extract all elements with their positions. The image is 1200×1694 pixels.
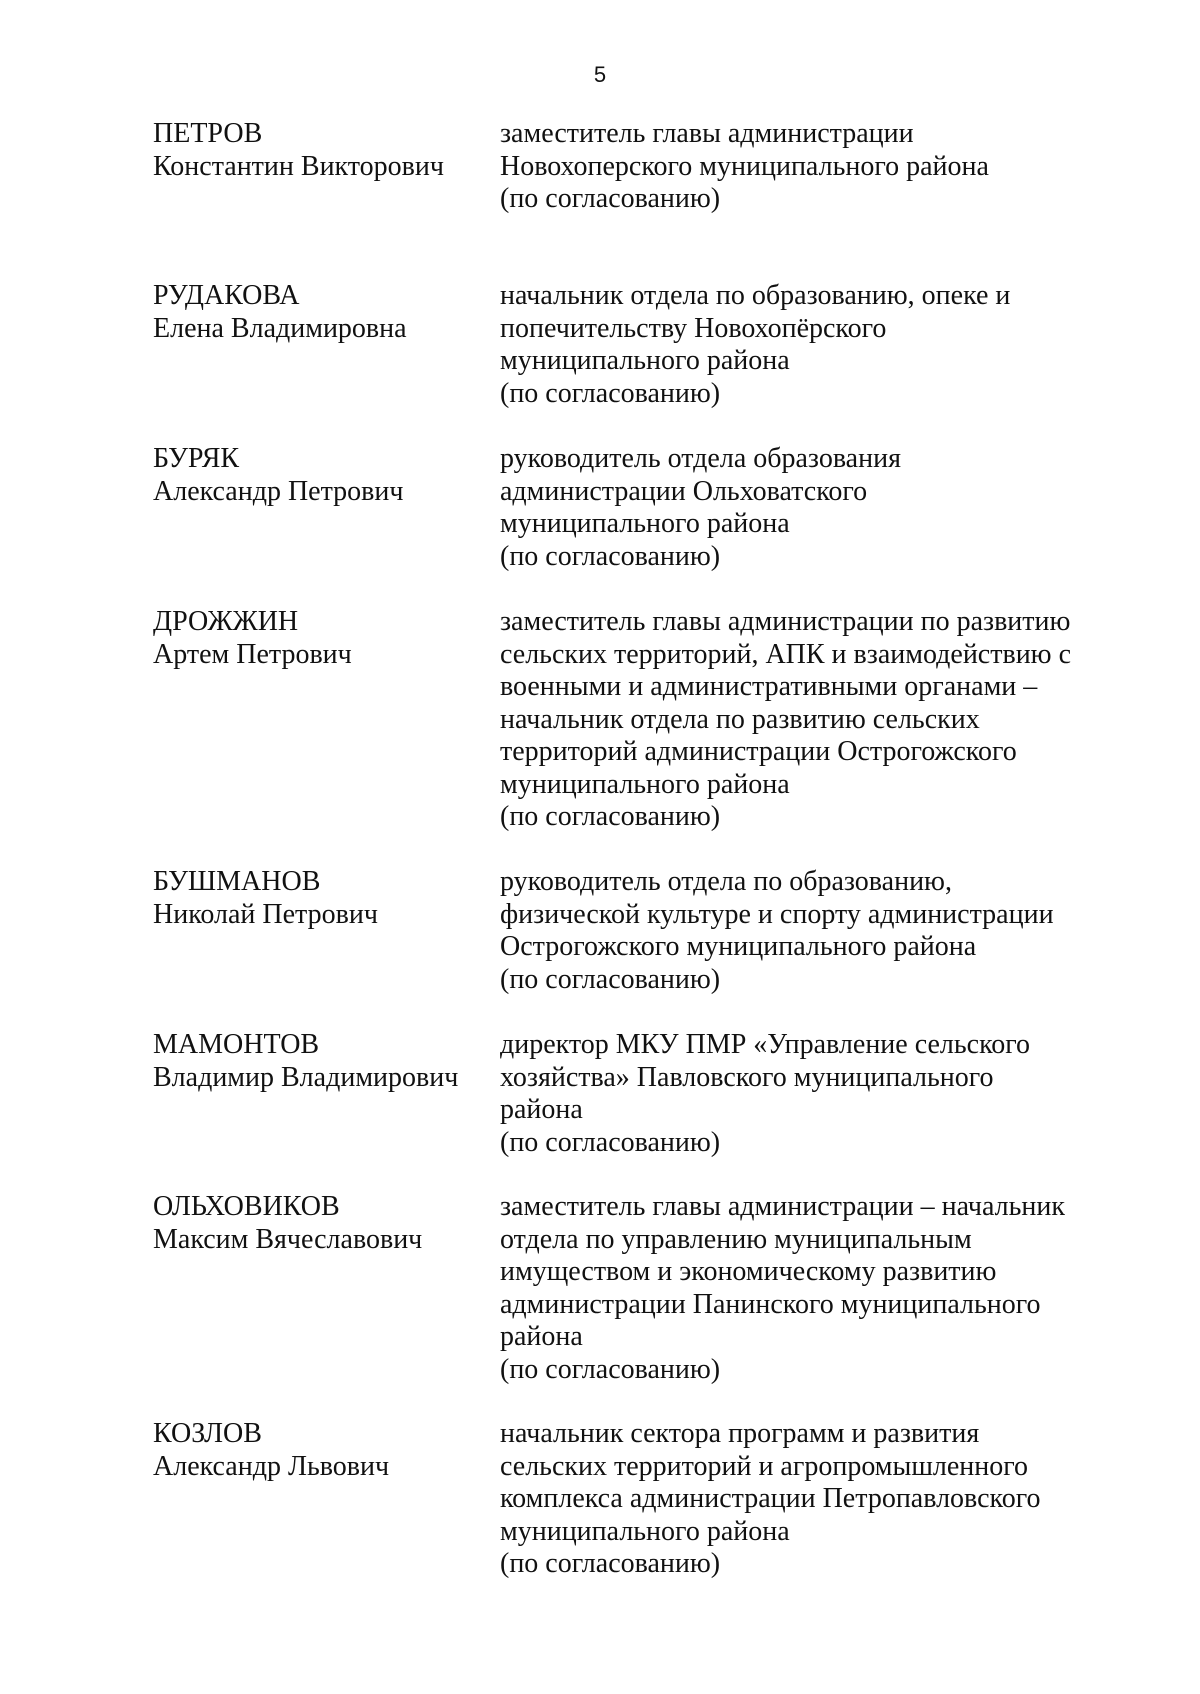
person-name <box>153 280 483 345</box>
given-names: Александр Львович <box>153 1450 390 1482</box>
role-line: начальник отдела по развитию сельских <box>500 703 980 735</box>
role-line: заместитель главы администрации <box>500 118 914 149</box>
role-line: (по согласованию) <box>500 183 721 214</box>
person-name <box>153 118 483 183</box>
person-name <box>153 1418 483 1483</box>
role-line: муниципального района <box>500 1515 790 1547</box>
role-line: Острогожского муниципального района <box>500 931 977 962</box>
person-name <box>153 1029 483 1094</box>
role-line: территорий администрации Острогожского <box>500 736 1017 767</box>
surname: МАМОНТОВ <box>153 1029 320 1060</box>
role-line: муниципального района <box>500 508 790 539</box>
page-number: 5 <box>593 62 607 87</box>
given-names: Владимир Владимирович <box>153 1061 459 1093</box>
role-line: сельских территорий, АПК и взаимодействию с <box>500 638 1072 670</box>
person-name <box>153 606 483 671</box>
surname: БУРЯК <box>153 443 240 474</box>
role-line: (по согласованию) <box>500 963 721 995</box>
role-line: начальник отдела по образованию, опеке и <box>500 280 1011 311</box>
position-description <box>500 118 1100 216</box>
surname: ОЛЬХОВИКОВ <box>153 1191 340 1222</box>
position-description <box>500 606 1100 834</box>
role-line: администрации Ольховатского <box>500 475 868 507</box>
person-name <box>153 866 483 931</box>
surname: КОЗЛОВ <box>153 1418 262 1449</box>
given-names: Максим Вячеславович <box>153 1223 423 1255</box>
role-line: начальник сектора программ и развития <box>500 1418 980 1449</box>
position-description <box>500 866 1100 996</box>
role-line: (по согласованию) <box>500 377 721 409</box>
role-line: Новохоперского муниципального района <box>500 150 989 182</box>
role-line: заместитель главы администрации – начальник <box>500 1191 1065 1222</box>
role-line: муниципального района <box>500 345 790 376</box>
role-line: администрации Панинского муниципального <box>500 1288 1041 1320</box>
role-line: комплекса администрации Петропавловского <box>500 1483 1041 1514</box>
person-name <box>153 443 483 508</box>
position-description <box>500 1418 1100 1581</box>
role-line: физической культуре и спорту администрации <box>500 898 1054 930</box>
surname: БУШМАНОВ <box>153 866 321 897</box>
role-line: военными и административными органами – <box>500 671 1038 702</box>
position-description <box>500 443 1100 573</box>
role-line: муниципального района <box>500 768 790 800</box>
role-line: (по согласованию) <box>500 540 721 572</box>
role-line: (по согласованию) <box>500 1353 721 1385</box>
role-line: (по согласованию) <box>500 801 721 832</box>
role-line: имуществом и экономическому развитию <box>500 1256 997 1287</box>
surname: ДРОЖЖИН <box>153 606 299 637</box>
position-description <box>500 1191 1100 1386</box>
given-names: Константин Викторович <box>153 150 444 182</box>
role-line: хозяйства» Павловского муниципального <box>500 1061 994 1093</box>
surname: РУДАКОВА <box>153 280 300 311</box>
role-line: (по согласованию) <box>500 1126 721 1158</box>
role-line: заместитель главы администрации по развитию <box>500 606 1071 637</box>
given-names: Николай Петрович <box>153 898 378 930</box>
role-line: сельских территорий и агропромышленного <box>500 1450 1029 1482</box>
given-names: Елена Владимировна <box>153 312 407 344</box>
position-description <box>500 280 1100 410</box>
role-line: директор МКУ ПМР «Управление сельского <box>500 1029 1031 1060</box>
role-line: района <box>500 1321 583 1352</box>
surname: ПЕТРОВ <box>153 118 263 149</box>
person-name <box>153 1191 483 1256</box>
role-line: руководитель отдела образования <box>500 443 901 474</box>
position-description <box>500 1029 1100 1159</box>
role-line: попечительству Новохопёрского <box>500 312 887 344</box>
role-line: отдела по управлению муниципальным <box>500 1223 972 1255</box>
given-names: Артем Петрович <box>153 638 352 670</box>
given-names: Александр Петрович <box>153 475 404 507</box>
role-line: (по согласованию) <box>500 1548 721 1579</box>
role-line: района <box>500 1094 583 1125</box>
role-line: руководитель отдела по образованию, <box>500 866 952 897</box>
